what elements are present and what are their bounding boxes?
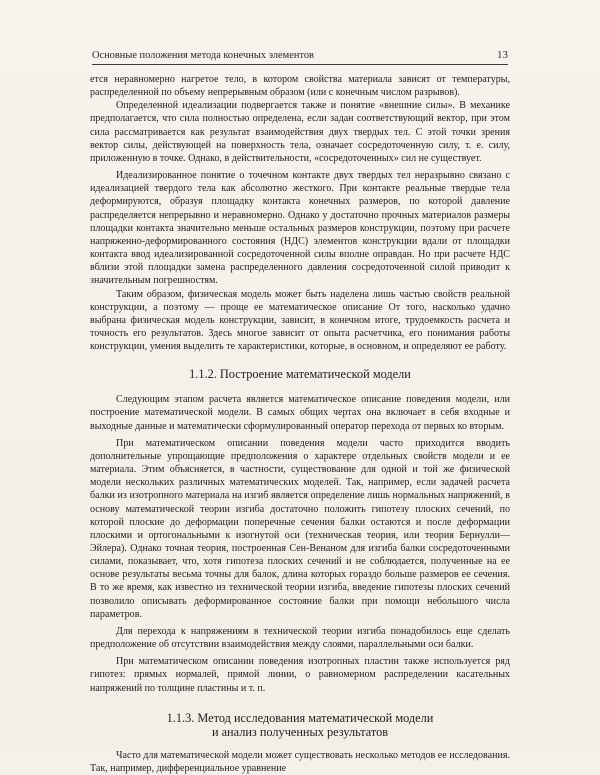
paragraph: Следующим этапом расчета является математическое описание поведения модели, или построение математической модели. В самых общих чертах она включает в себя входные и выходные данные и математически сформулированный оператор перехода от первых ко вторым. (90, 394, 510, 432)
paragraph: Таким образом, физическая модель может быть наделена лишь частью свойств реальной конструкции, а поэтому — проще ее математическое описание От того, насколько удачно выбрана физическая модель конструкции, зависит, в конечном итоге, трудоемкость расчета и точность его результатов. Здесь многое зависит от опыта расчетчика, его понимания работы конструкции, умения выделить те характеристики, которые, в основном, и определяют ее работу. (90, 288, 510, 353)
running-header (92, 49, 508, 65)
section-heading-1-1-3 (90, 711, 510, 739)
running-title: Основные положения метода конечных элементов (92, 50, 314, 61)
page-content (90, 73, 510, 775)
paragraph: Идеализированное понятие о точечном контакте двух твердых тел неразрывно связано с идеализацией твердого тела как абсолютно жесткого. При контакте реальные твердые тела деформируются, образуя площадку контакта конечных размеров, по которой давление распределяется непрерывно и неравномерно. Однако у достаточно прочных материалов размеры площадки контакта значительно меньше остальных размеров конструкции, поэтому при расчете напряженно-деформированного состояния (НДС) элементов конструкции вдали от площадки контакта ввод идеализированной сосредоточенной силы вполне оправдан. Но при расчете НДС вблизи этой площадки замена распределенного давления сосредоточенной силой приводит к значительным погрешностям. (90, 170, 510, 287)
paragraph: При математическом описании поведения изотропных пластин также используется ряд гипотез: прямых нормалей, прямой линии, о равномерном распределении касательных напряжений по толщине пластины и т. п. (90, 656, 510, 694)
page-number: 13 (497, 49, 508, 61)
paragraph: При математическом описании поведения модели часто приходится вводить дополнительные упрощающие предположения о характере отдельных свойств модели и ее материала. Этим объясняется, в частности, существование для одной и той же физической модели нескольких различных математических моделей. Так, например, если задачей расчета балки из изотропного материала на изгиб является определение лишь нормальных напряжений, в основу математической теории изгиба достаточно положить гипотезу плоских сечений, по которой плоские до деформации поперечные сечения балки остаются и после деформации плоскими и ортогональными к изогнутой оси (техническая теория, или теория Бернулли—Эйлера). Однако точная теория, построенная Сен-Венаном для изгиба балки сосредоточенными силами, показывает, что, хотя гипотеза плоских сечений и не соблюдается, полученные на ее основе результаты весьма точны для балок, длина которых гораздо больше размеров ее сечения. В то же время, как известно из технической теории изгиба, введение гипотезы плоских сечений позволило описывать деформированное состояние балки при помощи небольшого числа параметров. (90, 437, 510, 620)
paragraph: Для перехода к напряжениям в технической теории изгиба понадобилось еще сделать предположение об отсутствии взаимодействия между слоями, параллельными оси балки. (90, 625, 510, 651)
section-heading-line-2: и анализ полученных результатов (211, 724, 389, 739)
section-heading-line-1: 1.1.3. Метод исследования математической модели (166, 710, 434, 725)
paragraph: Определенной идеализации подвергается также и понятие «внешние силы». В механике предполагается, что сила полностью определена, если задан соответствующий вектор, при этом сила рассматривается как результат взаимодействия двух твердых тел. С этой точки зрения вектор силы, действующей на поверхность тела, означает сосредоточенную силу, т. е. силу, приложенную в точке. Однако, в действительности, «сосредоточенных» сил не существует. (90, 100, 510, 164)
paragraph-continuation: ется неравномерно нагретое тело, в котором свойства материала зависят от температуры, распределенной по объему непрерывным образом (или с конечным числом разрывов). (90, 74, 510, 99)
paragraph: Часто для математической модели может существовать несколько методов ее исследования. Так, например, дифференциальное уравнение (90, 749, 510, 774)
section-heading-1-1-2: 1.1.2. Построение математической модели (189, 367, 411, 382)
